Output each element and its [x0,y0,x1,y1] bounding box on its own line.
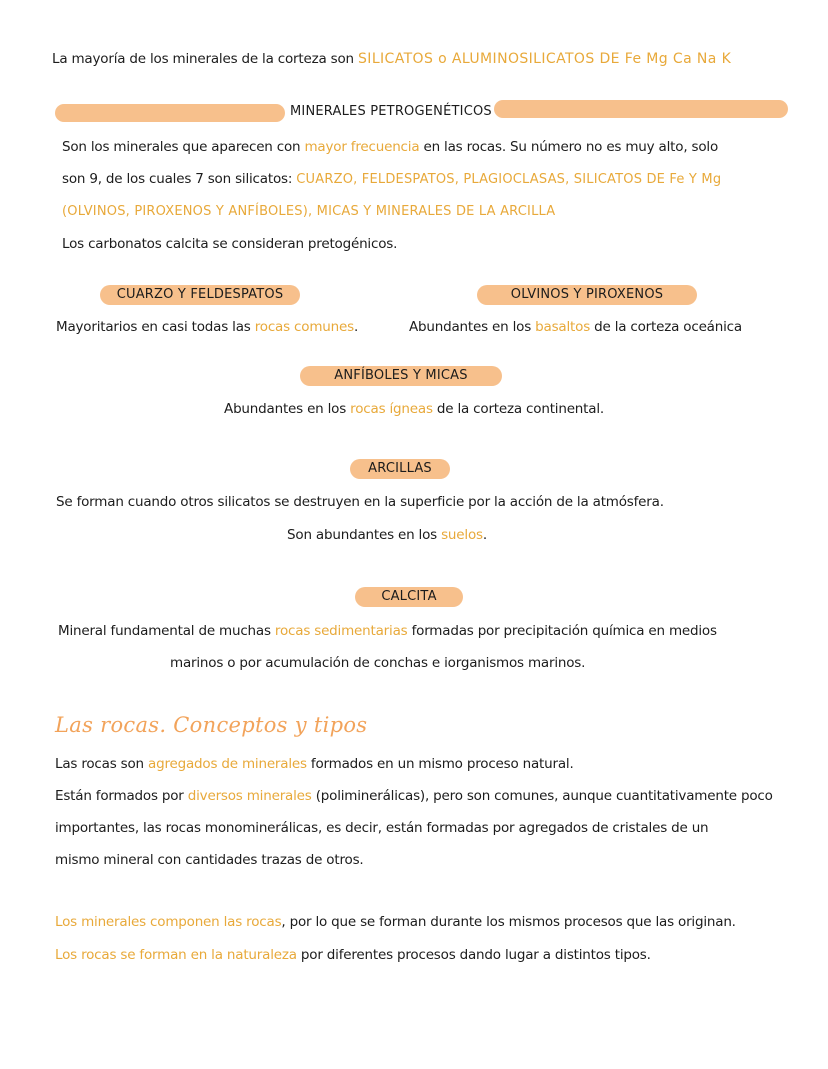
rocas-p4: mismo mineral con cantidades trazas de otros. [55,852,364,868]
petro-line-2 [62,171,721,187]
olivinos-text-end: de la corteza oceánica [590,319,742,335]
rocas-p2 [55,788,773,804]
rocas-p5 [55,914,736,930]
cuarzo-text-end: . [353,319,359,335]
petro-line-1 [62,139,718,155]
calcita-line-1-end: formadas por precipitación química en medios [407,623,717,639]
rocas-p1 [55,756,574,772]
rocas-p2-end: (poliminerálicas), pero son comunes, aunque cuantitativamente poco [311,788,773,804]
arcillas-line-2-end: . [482,527,487,543]
intro-line [52,51,731,67]
calcita-line-2: marinos o por acumulación de conchas e iorganismos marinos. [170,655,586,671]
rocas-p3: importantes, las rocas monominerálicas, es decir, están formadas por agregados de cristales de un [55,820,709,836]
calcita-line-1-highlight: rocas sedimentarias [274,623,408,639]
calcita-line-1-start: Mineral fundamental de muchas [58,623,275,639]
arcillas-line-2-highlight: suelos [441,527,483,543]
rocas-p5-end: , por lo que se forman durante los mismos procesos que las originan. [281,914,736,930]
arcillas-line-2-start: Son abundantes en los [287,527,442,543]
petro-line-1-text-end: en las rocas. Su número no es muy alto, solo [419,139,718,155]
anfiboles-text [0,401,828,417]
petro-line-4: Los carbonatos calcita se consideran pretogénicos. [62,236,398,252]
arcillas-line-1: Se forman cuando otros silicatos se destruyen en la superficie por la acción de la atmósfera. [56,494,664,510]
calcita-label: CALCITA [381,589,437,604]
petro-line-1-highlight: mayor frecuencia [304,139,420,155]
olivinos-label: OLVINOS Y PIROXENOS [510,287,664,302]
anfiboles-text-start: Abundantes en los [224,401,351,417]
rocas-p6 [55,947,651,963]
cuarzo-text [56,319,358,335]
arcillas-line-2 [0,527,774,543]
intro-text: La mayoría de los minerales de la corteza son [52,51,358,67]
petro-line-3 [62,203,555,219]
petro-line-2-highlight: CUARZO, FELDESPATOS, PLAGIOCLASAS, SILICATOS DE Fe Y Mg [296,172,722,187]
calcita-line-1 [58,623,717,639]
rocas-p6-highlight: Los rocas se forman en la naturaleza [55,947,297,963]
cuarzo-text-start: Mayoritarios en casi todas las [56,319,255,335]
olivinos-text [409,319,742,335]
rocas-p1-start: Las rocas son [55,756,148,772]
rocas-p1-highlight: agregados de minerales [148,756,307,772]
petro-line-1-text: Son los minerales que aparecen con [62,139,305,155]
rocas-heading: Las rocas. Conceptos y tipos [55,713,368,737]
anfiboles-text-end: de la corteza continental. [432,401,604,417]
title-bar-left [55,104,285,122]
petro-line-2-text: son 9, de los cuales 7 son silicatos: [62,171,297,187]
rocas-p6-end: por diferentes procesos dando lugar a distintos tipos. [296,947,651,963]
intro-highlight: SILICATOS o ALUMINOSILICATOS DE Fe Mg Ca Na K [358,51,732,67]
arcillas-label: ARCILLAS [368,461,432,476]
rocas-p2-start: Están formados por [55,788,188,804]
anfiboles-label: ANFÍBOLES Y MICAS [334,368,468,383]
petro-line-3-highlight: (OLVINOS, PIROXENOS Y ANFÍBOLES), MICAS Y MINERALES DE LA ARCILLA [62,204,556,219]
cuarzo-label: CUARZO Y FELDESPATOS [116,287,284,302]
title-bar-right [494,100,788,118]
rocas-p2-highlight: diversos minerales [187,788,312,804]
cuarzo-text-highlight: rocas comunes [254,319,354,335]
rocas-p1-end: formados en un mismo proceso natural. [306,756,574,772]
anfiboles-text-highlight: rocas ígneas [350,401,433,417]
olivinos-text-highlight: basaltos [535,319,591,335]
petro-title: MINERALES PETROGENÉTICOS [290,104,492,119]
rocas-p5-highlight: Los minerales componen las rocas [55,914,282,930]
olivinos-text-start: Abundantes en los [409,319,536,335]
